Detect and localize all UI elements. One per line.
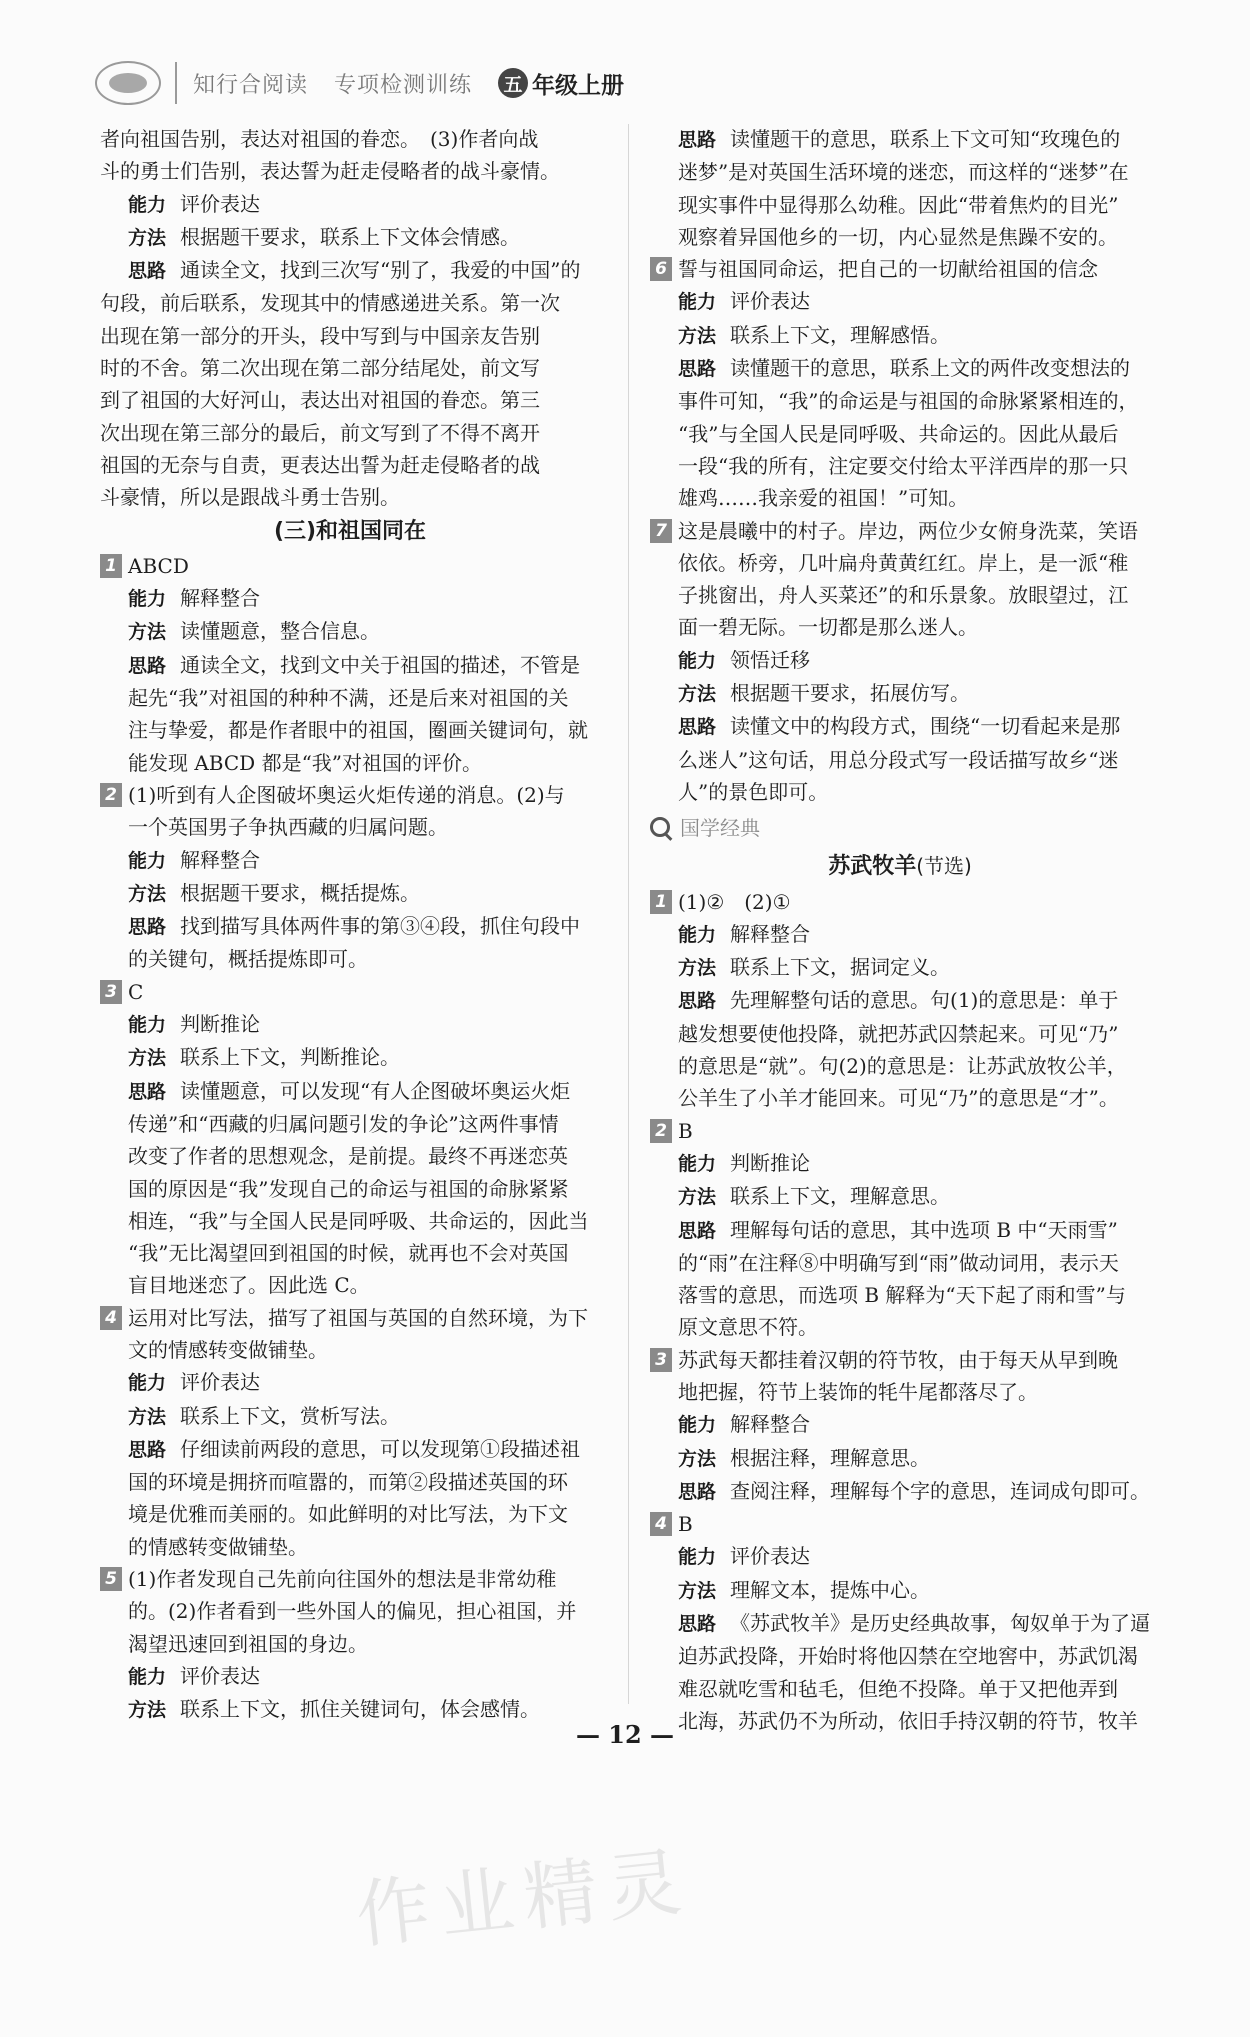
header-title-2: 专项检测训练 — [334, 72, 473, 98]
text-line: 的“雨”在注释⑧中明确写到“雨”做动词用，表示天 — [678, 1250, 1119, 1275]
answer-text: 依依。桥旁，几叶扁舟黄黄红红。岸上，是一派“稚 — [678, 550, 1129, 575]
answer-text: 地把握，符节上装饰的牦牛尾都落尽了。 — [678, 1379, 1038, 1404]
text-line: 起先“我”对祖国的种种不满，还是后来对祖国的关 — [128, 686, 569, 711]
watermark: 作业精灵 — [352, 1838, 696, 1960]
answer-text: (1)听到有人企图破坏奥运火炬传递的消息。(2)与 — [128, 782, 565, 807]
magnifier-icon — [650, 817, 672, 839]
answer-text: (1)② (2)① — [678, 889, 791, 914]
text-line: 迷梦”是对英国生活环境的迷恋，而这样的“迷梦”在 — [678, 160, 1129, 185]
idea-label: 思路 — [128, 260, 167, 283]
question-s4 — [650, 1508, 1150, 1540]
page-number: — 12 — — [575, 1720, 675, 1749]
question-s3 — [650, 1344, 1150, 1409]
answer-text: 文的情感转变做铺垫。 — [128, 1337, 328, 1362]
ability-row: 能力 判断推论 — [128, 1012, 261, 1037]
method-row: 方法 根据题干要求，概括提炼。 — [128, 880, 421, 905]
text-line: 到了祖国的大好河山，表达出对祖国的眷恋。第三 — [100, 388, 540, 413]
idea-row: 思路 仔细读前两段的意思，可以发现第①段描述祖 — [128, 1436, 581, 1461]
header-title-1: 知行合阅读 — [193, 72, 309, 98]
answer-text: 运用对比写法，描写了祖国与英国的自然环境，为下 — [128, 1305, 588, 1330]
idea-row: 思路 读懂题干的意思，联系上文的两件改变想法的 — [678, 356, 1131, 381]
section-title — [650, 850, 1150, 883]
text-line: 公羊生了小羊才能回来。可见“乃”的意思是“才”。 — [678, 1086, 1119, 1111]
text-line: 能发现 ABCD 都是“我”对祖国的评价。 — [128, 750, 483, 775]
section-title: (三)和祖国同在 — [273, 518, 427, 544]
method-row: 方法 联系上下文，理解意思。 — [678, 1184, 951, 1209]
guoxue-section-header — [650, 808, 1150, 848]
idea-row: 思路 《苏武牧羊》是历史经典故事，匈奴单于为了逼 — [678, 1611, 1151, 1636]
text-line: 一段“我的所有，注定要交付给太平洋西岸的那一只 — [678, 453, 1129, 478]
question-number: 3 — [650, 1348, 672, 1372]
text-line: 难忍就吃雪和毡毛，但绝不投降。单于又把他弄到 — [678, 1676, 1118, 1701]
question-number: 2 — [100, 783, 122, 807]
text-line: “我”与全国人民是同呼吸、共命运的。因此从最后 — [678, 421, 1119, 446]
ability-row: 能力 评价表达 — [128, 1663, 261, 1688]
text-line: 盲目地迷恋了。因此选 C。 — [128, 1273, 370, 1298]
column-divider — [628, 124, 629, 1704]
text-line: 斗豪情，所以是跟战斗勇士告别。 — [100, 485, 400, 510]
idea-row: 思路 查阅注释，理解每个字的意思，连词成句即可。 — [678, 1478, 1151, 1503]
answer-text: 的。(2)作者看到一些外国人的偏见，担心祖国，并 — [128, 1599, 577, 1624]
question-6 — [650, 253, 1150, 285]
method-row: 方法 联系上下文，判断推论。 — [128, 1045, 401, 1070]
text-line: 现实事件中显得那么幼稚。因此“带着焦灼的目光” — [678, 192, 1119, 217]
question-number: 1 — [650, 890, 672, 914]
su-subtitle: (节选) — [916, 854, 972, 879]
text-line: 出现在第一部分的开头，段中写到与中国亲友告别 — [100, 323, 540, 348]
answer-text: B — [678, 1512, 693, 1537]
answer-text: 一个英国男子争执西藏的归属问题。 — [128, 815, 448, 840]
question-number: 5 — [100, 1567, 122, 1591]
method-row: 方法 根据题干要求，联系上下文体会情感。 — [128, 224, 521, 249]
grade-badge: 五 — [498, 68, 528, 98]
idea-row: 思路 通读全文，找到文中关于祖国的描述，不管是 — [128, 652, 581, 677]
question-number: 6 — [650, 257, 672, 281]
text-line: 么迷人”这句话，用总分段式写一段话描写故乡“迷 — [678, 747, 1119, 772]
text-line: 句段，前后联系，发现其中的情感递进关系。第一次 — [100, 291, 560, 316]
publisher-logo-icon — [95, 61, 161, 105]
ability-row: 能力 判断推论 — [678, 1150, 811, 1175]
guoxue-label: 国学经典 — [680, 816, 760, 841]
ability-row: 能力 领悟迁移 — [678, 647, 811, 672]
text-line: 的意思是“就”。句(2)的意思是：让苏武放牧公羊， — [678, 1054, 1127, 1079]
method-row: 方法 读懂题意，整合信息。 — [128, 619, 381, 644]
method-row: 方法 联系上下文，据词定义。 — [678, 955, 951, 980]
text-line: 迫苏武投降，开始时将他囚禁在空地窖中，苏武饥渴 — [678, 1644, 1138, 1669]
text-line: 人”的景色即可。 — [678, 779, 829, 804]
ability-row: 能力 解释整合 — [128, 847, 261, 872]
ability-row: 能力 评价表达 — [678, 1544, 811, 1569]
text-line: 次出现在第三部分的最后，前文写到了不得不离开 — [100, 420, 540, 445]
header-divider — [175, 62, 177, 104]
idea-row: 思路 读懂题干的意思，联系上下文可知“玫瑰色的 — [678, 127, 1121, 151]
text-line: 的关键句，概括提炼即可。 — [128, 947, 368, 972]
text-line: 国的环境是拥挤而喧嚣的，而第②段描述英国的环 — [128, 1470, 568, 1495]
question-number: 7 — [650, 519, 672, 543]
question-2 — [100, 779, 600, 844]
question-1 — [100, 550, 600, 582]
text-line: 者向祖国告别，表达对祖国的眷恋。 (3)作者向战 — [100, 127, 539, 151]
ability-row: 能力 评价表达 — [128, 191, 261, 216]
text-line: 雄鸡……我亲爱的祖国！”可知。 — [678, 486, 969, 511]
text-line: 境是优雅而美丽的。如此鲜明的对比写法，为下文 — [128, 1502, 568, 1527]
ability-row: 能力 评价表达 — [678, 289, 811, 314]
text-line: 原文意思不符。 — [678, 1315, 818, 1340]
ability-label: 能力 — [128, 193, 167, 216]
answer-text: 渴望迅速回到祖国的身边。 — [128, 1631, 368, 1656]
method-row: 方法 联系上下文，赏析写法。 — [128, 1403, 401, 1428]
question-number: 1 — [100, 554, 122, 578]
ability-row: 能力 解释整合 — [128, 586, 261, 611]
method-label: 方法 — [128, 226, 167, 249]
question-5 — [100, 1563, 600, 1660]
ability-row: 能力 评价表达 — [128, 1370, 261, 1395]
text-line: 斗的勇士们告别，表达誓为赶走侵略者的战斗豪情。 — [100, 159, 560, 184]
text-line: 落雪的意思，而选项 B 解释为“天下起了雨和雪”与 — [678, 1283, 1126, 1308]
question-number: 3 — [100, 980, 122, 1004]
right-column — [650, 123, 1150, 1737]
method-row: 方法 理解文本，提炼中心。 — [678, 1577, 931, 1602]
question-number: 2 — [650, 1119, 672, 1143]
text-line: “我”无比渴望回到祖国的时候，就再也不会对英国 — [128, 1241, 569, 1266]
question-4 — [100, 1302, 600, 1367]
answer-text: 誓与祖国同命运，把自己的一切献给祖国的信念 — [678, 257, 1098, 282]
text-line: 越发想要使他投降，就把苏武囚禁起来。可见“乃” — [678, 1021, 1119, 1046]
question-3 — [100, 976, 600, 1008]
answer-text: (1)作者发现自己先前向往国外的想法是非常幼稚 — [128, 1567, 557, 1592]
text-line: 事件可知，“我”的命运是与祖国的命脉紧紧相连的， — [678, 389, 1139, 414]
text-line: 国的原因是“我”发现自己的命运与祖国的命脉紧紧 — [128, 1176, 569, 1201]
text-line: 观察着异国他乡的一切，内心显然是焦躁不安的。 — [678, 224, 1118, 249]
text-line: 北海，苏武仍不为所动，依旧手持汉朝的符节，牧羊 — [678, 1708, 1138, 1733]
method-row: 方法 根据题干要求，拓展仿写。 — [678, 681, 971, 706]
method-row: 方法 联系上下文，理解感悟。 — [678, 322, 951, 347]
text-line: 改变了作者的思想观念，是前提。最终不再迷恋英 — [128, 1144, 568, 1169]
answer-text: 苏武每天都挂着汉朝的符节牧，由于每天从早到晚 — [678, 1347, 1118, 1372]
idea-row: 思路 通读全文，找到三次写“别了，我爱的中国”的 — [128, 258, 581, 283]
ability-row: 能力 解释整合 — [678, 1412, 811, 1437]
method-row: 方法 根据注释，理解意思。 — [678, 1445, 931, 1470]
text-line: 的情感转变做铺垫。 — [128, 1534, 308, 1559]
text-line: 注与挚爱，都是作者眼中的祖国，圈画关键词句，就 — [128, 718, 588, 743]
question-number: 4 — [650, 1512, 672, 1536]
question-s1 — [650, 886, 1150, 918]
idea-row: 思路 找到描写具体两件事的第③④段，抓住句段中 — [128, 914, 581, 939]
text-line: 祖国的无奈与自责，更表达出誓为赶走侵略者的战 — [100, 452, 540, 477]
text-line: 相连，“我”与全国人民是同呼吸、共命运的，因此当 — [128, 1208, 589, 1233]
answer-text: ABCD — [128, 553, 189, 578]
idea-row: 思路 读懂文中的构段方式，围绕“一切看起来是那 — [678, 714, 1121, 739]
idea-row: 思路 读懂题意，可以发现“有人企图破坏奥运火炬 — [128, 1078, 571, 1103]
left-column — [100, 123, 600, 1727]
ability-row: 能力 解释整合 — [678, 921, 811, 946]
question-number: 4 — [100, 1306, 122, 1330]
method-row: 方法 联系上下文，抓住关键词句，体会感情。 — [128, 1697, 541, 1722]
text-line: 传递”和“西藏的归属问题引发的争论”这两件事情 — [128, 1111, 559, 1136]
grade-label: 年级上册 — [532, 72, 625, 99]
page-header — [95, 58, 1215, 108]
question-7 — [650, 515, 1150, 644]
question-s2 — [650, 1115, 1150, 1147]
idea-row: 思路 先理解整句话的意思。句(1)的意思是：单于 — [678, 988, 1119, 1013]
su-title: 苏武牧羊 — [828, 854, 917, 880]
answer-text: 子挑窗出，舟人买菜还”的和乐景象。放眼望过，江 — [678, 583, 1129, 608]
answer-text: B — [678, 1118, 693, 1143]
idea-row: 思路 理解每句话的意思，其中选项 B 中“天雨雪” — [678, 1217, 1118, 1242]
answer-text: C — [128, 979, 144, 1004]
answer-text: 面一碧无际。一切都是那么迷人。 — [678, 615, 978, 640]
answer-text: 这是晨曦中的村子。岸边，两位少女俯身洗菜，笑语 — [678, 518, 1138, 543]
text-line: 时的不舍。第二次出现在第二部分结尾处，前文写 — [100, 356, 540, 381]
